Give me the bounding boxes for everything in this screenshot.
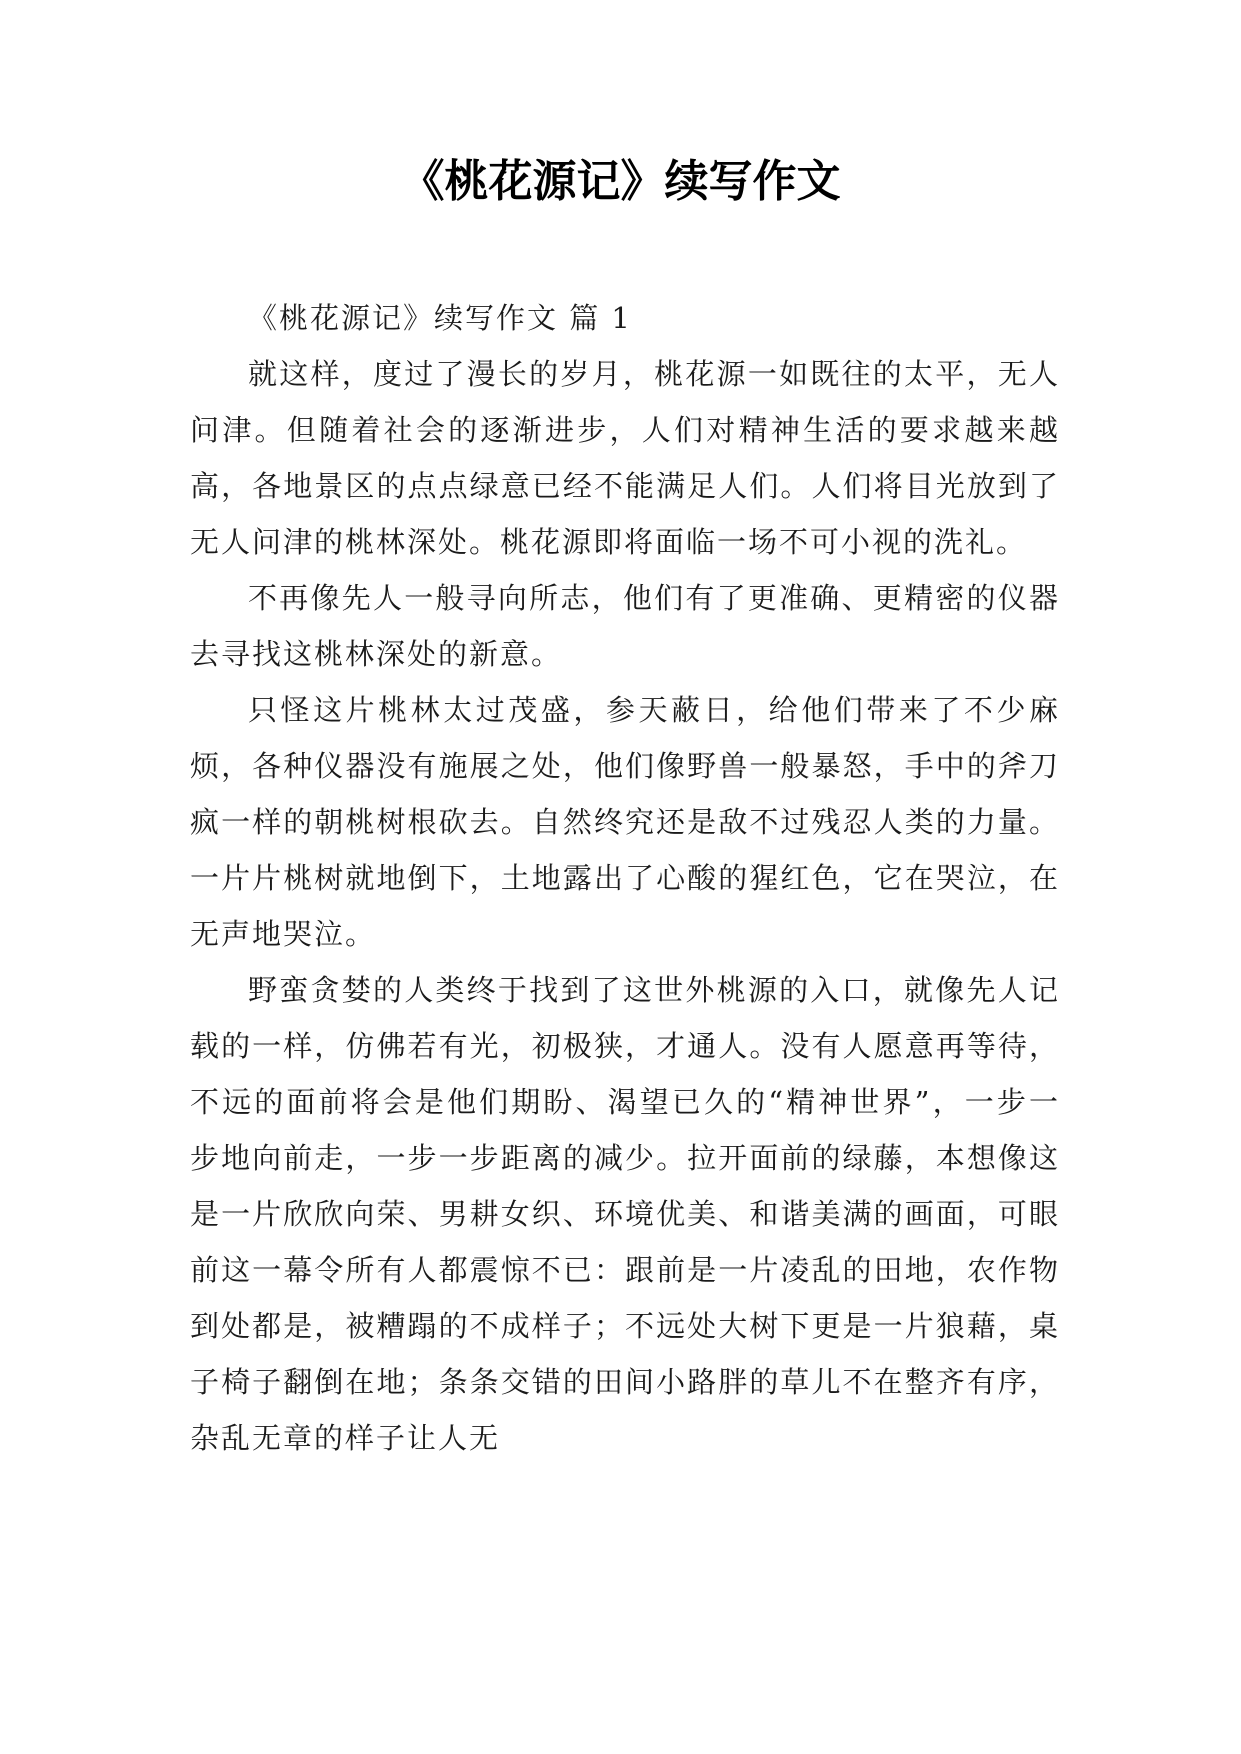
section-heading: 《桃花源记》续写作文 篇 1	[248, 301, 632, 335]
paragraph: 只怪这片桃林太过茂盛，参天蔽日，给他们带来了不少麻烦，各种仪器没有施展之处，他们像野兽一般暴怒，手中的斧刀疯一样的朝桃树根砍去。自然终究还是敌不过残忍人类的力量。一片片桃树就地倒下，土地露出了心酸的猩红色，它在哭泣，在无声地哭泣。	[190, 693, 1060, 951]
document-title: 《桃花源记》续写作文	[400, 156, 841, 207]
document-body	[190, 290, 1060, 1466]
paragraph: 野蛮贪婪的人类终于找到了这世外桃源的入口，就像先人记载的一样，仿佛若有光，初极狭，才通人。没有人愿意再等待，不远的面前将会是他们期盼、渴望已久的“精神世界”，一步一步地向前走，一步一步距离的减少。拉开面前的绿藤，本想像这是一片欣欣向荣、男耕女织、环境优美、和谐美满的画面，可眼前这一幕令所有人都震惊不已：跟前是一片凌乱的田地，农作物到处都是，被糟蹋的不成样子；不远处大树下更是一片狼藉，桌子椅子翻倒在地；条条交错的田间小路胖的草儿不在整齐有序，杂乱无章的样子让人无	[190, 973, 1060, 1455]
paragraph: 不再像先人一般寻向所志，他们有了更准确、更精密的仪器去寻找这桃林深处的新意。	[190, 581, 1060, 671]
paragraph: 就这样，度过了漫长的岁月，桃花源一如既往的太平，无人问津。但随着社会的逐渐进步，人们对精神生活的要求越来越高，各地景区的点点绿意已经不能满足人们。人们将目光放到了无人问津的桃林深处。桃花源即将面临一场不可小视的洗礼。	[190, 357, 1060, 559]
